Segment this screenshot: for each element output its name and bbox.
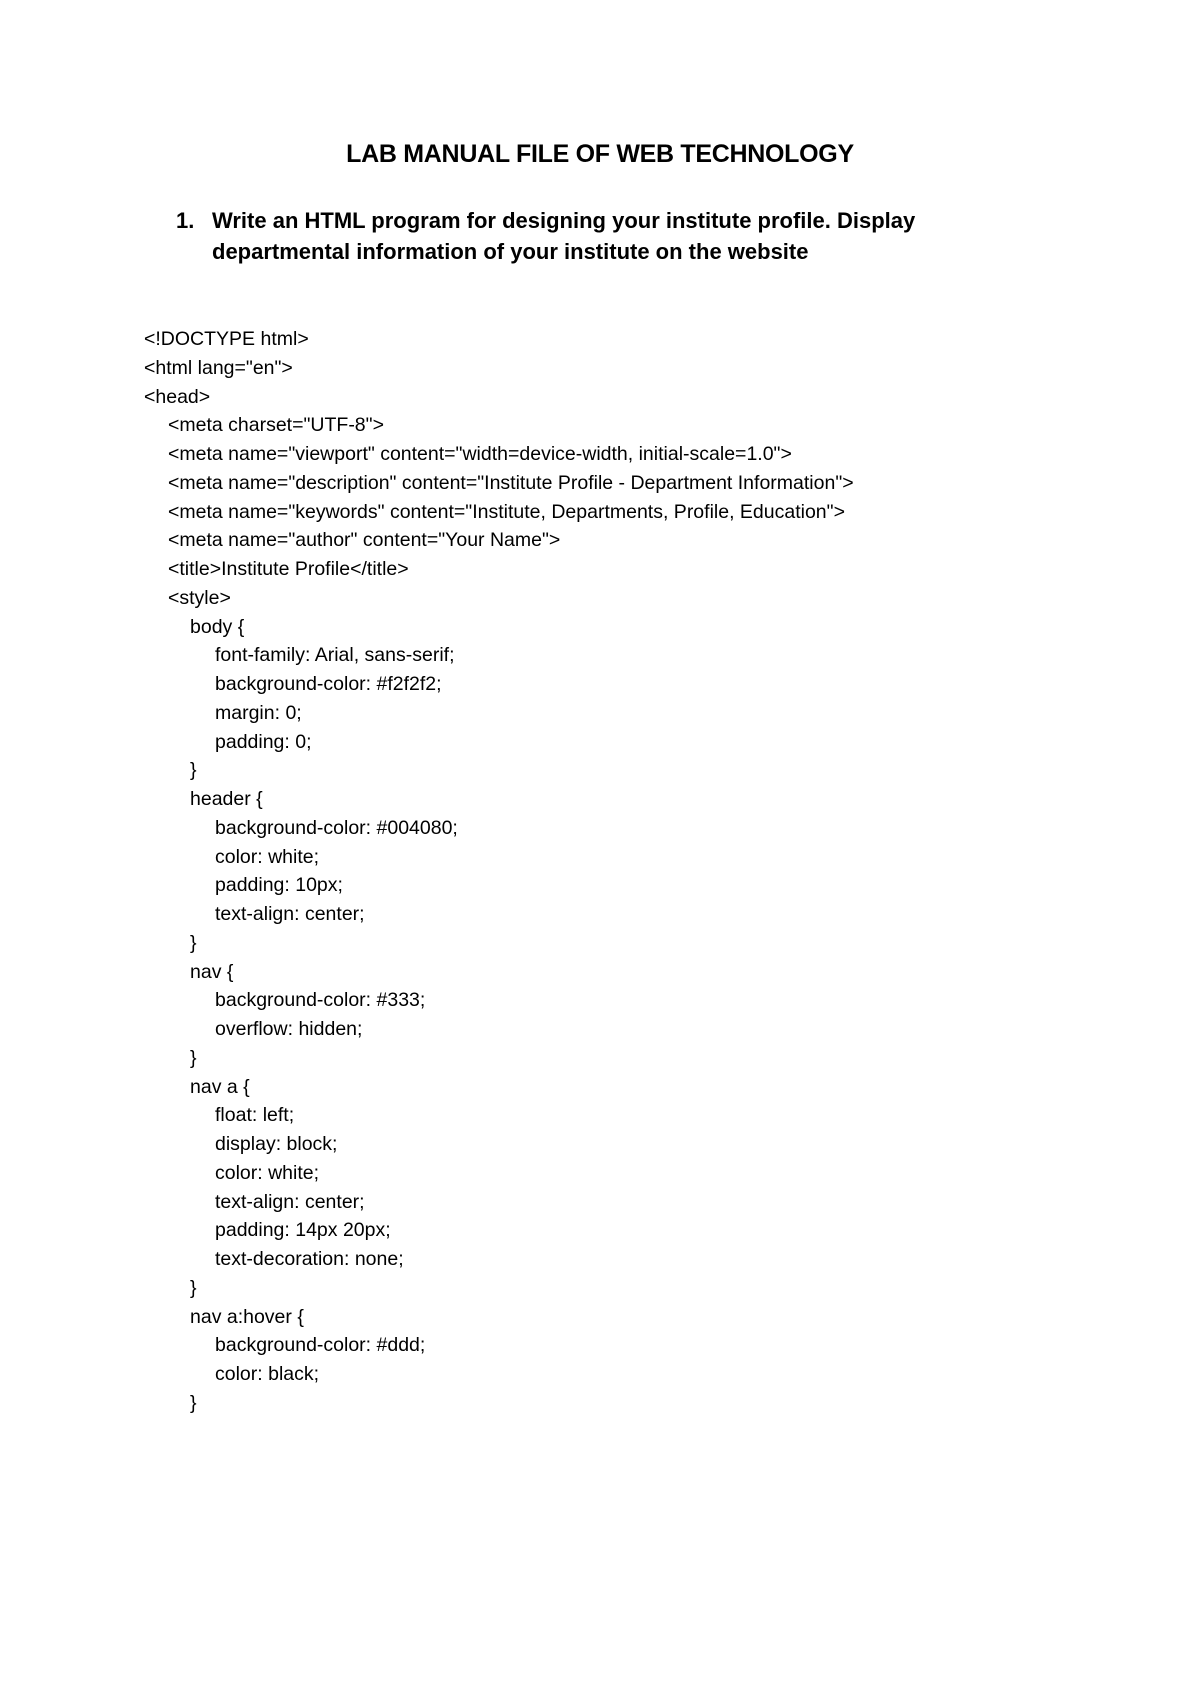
code-line: padding: 14px 20px; bbox=[215, 1219, 391, 1242]
question-number: 1. bbox=[176, 208, 195, 233]
code-line: <!DOCTYPE html> bbox=[144, 328, 309, 350]
code-line: color: black; bbox=[215, 1363, 320, 1385]
code-line: color: white; bbox=[215, 845, 320, 868]
code-line: overflow: hidden; bbox=[215, 1018, 363, 1040]
code-line: <title>Institute Profile</title> bbox=[168, 558, 409, 580]
code-line: display: block; bbox=[215, 1133, 338, 1155]
question-1 bbox=[176, 205, 996, 267]
code-line: float: left; bbox=[215, 1104, 295, 1127]
code-line: background-color: #f2f2f2; bbox=[215, 673, 442, 695]
code-line: <html lang="en"> bbox=[144, 356, 293, 379]
code-line: background-color: #004080; bbox=[215, 816, 458, 839]
code-line: header { bbox=[190, 788, 263, 810]
code-line: <meta charset="UTF-8"> bbox=[168, 414, 384, 437]
code-line: nav a { bbox=[190, 1075, 250, 1098]
code-line: nav { bbox=[190, 960, 234, 983]
document-title: LAB MANUAL FILE OF WEB TECHNOLOGY bbox=[346, 140, 854, 168]
code-line: font-family: Arial, sans-serif; bbox=[215, 644, 455, 667]
question-text: Write an HTML program for designing your institute profile. Display departmental information of your institute on the website bbox=[212, 208, 916, 264]
code-line: body { bbox=[190, 615, 245, 638]
code-line: margin: 0; bbox=[215, 701, 302, 724]
code-line: background-color: #ddd; bbox=[215, 1334, 426, 1357]
code-line: <style> bbox=[168, 586, 231, 609]
code-line: } bbox=[190, 1391, 197, 1414]
code-line: nav a:hover { bbox=[190, 1305, 304, 1328]
code-line: } bbox=[190, 1046, 197, 1069]
code-line: <meta name="description" content="Institute Profile - Department Information"> bbox=[168, 471, 854, 494]
code-line: <head> bbox=[144, 385, 211, 408]
code-line: } bbox=[190, 931, 197, 954]
code-line: } bbox=[190, 1276, 197, 1299]
code-line: <meta name="viewport" content="width=device-width, initial-scale=1.0"> bbox=[168, 443, 792, 465]
code-line: padding: 0; bbox=[215, 730, 312, 753]
code-listing bbox=[144, 325, 1144, 1418]
code-line: <meta name="author" content="Your Name"> bbox=[168, 529, 561, 552]
code-line: <meta name="keywords" content="Institute, Departments, Profile, Education"> bbox=[168, 500, 845, 523]
code-line: padding: 10px; bbox=[215, 874, 343, 897]
code-line: text-align: center; bbox=[215, 903, 365, 925]
code-line: background-color: #333; bbox=[215, 989, 426, 1012]
code-line: text-align: center; bbox=[215, 1190, 365, 1213]
code-line: text-decoration: none; bbox=[215, 1248, 404, 1270]
code-line: color: white; bbox=[215, 1161, 320, 1184]
code-line: } bbox=[190, 759, 197, 782]
